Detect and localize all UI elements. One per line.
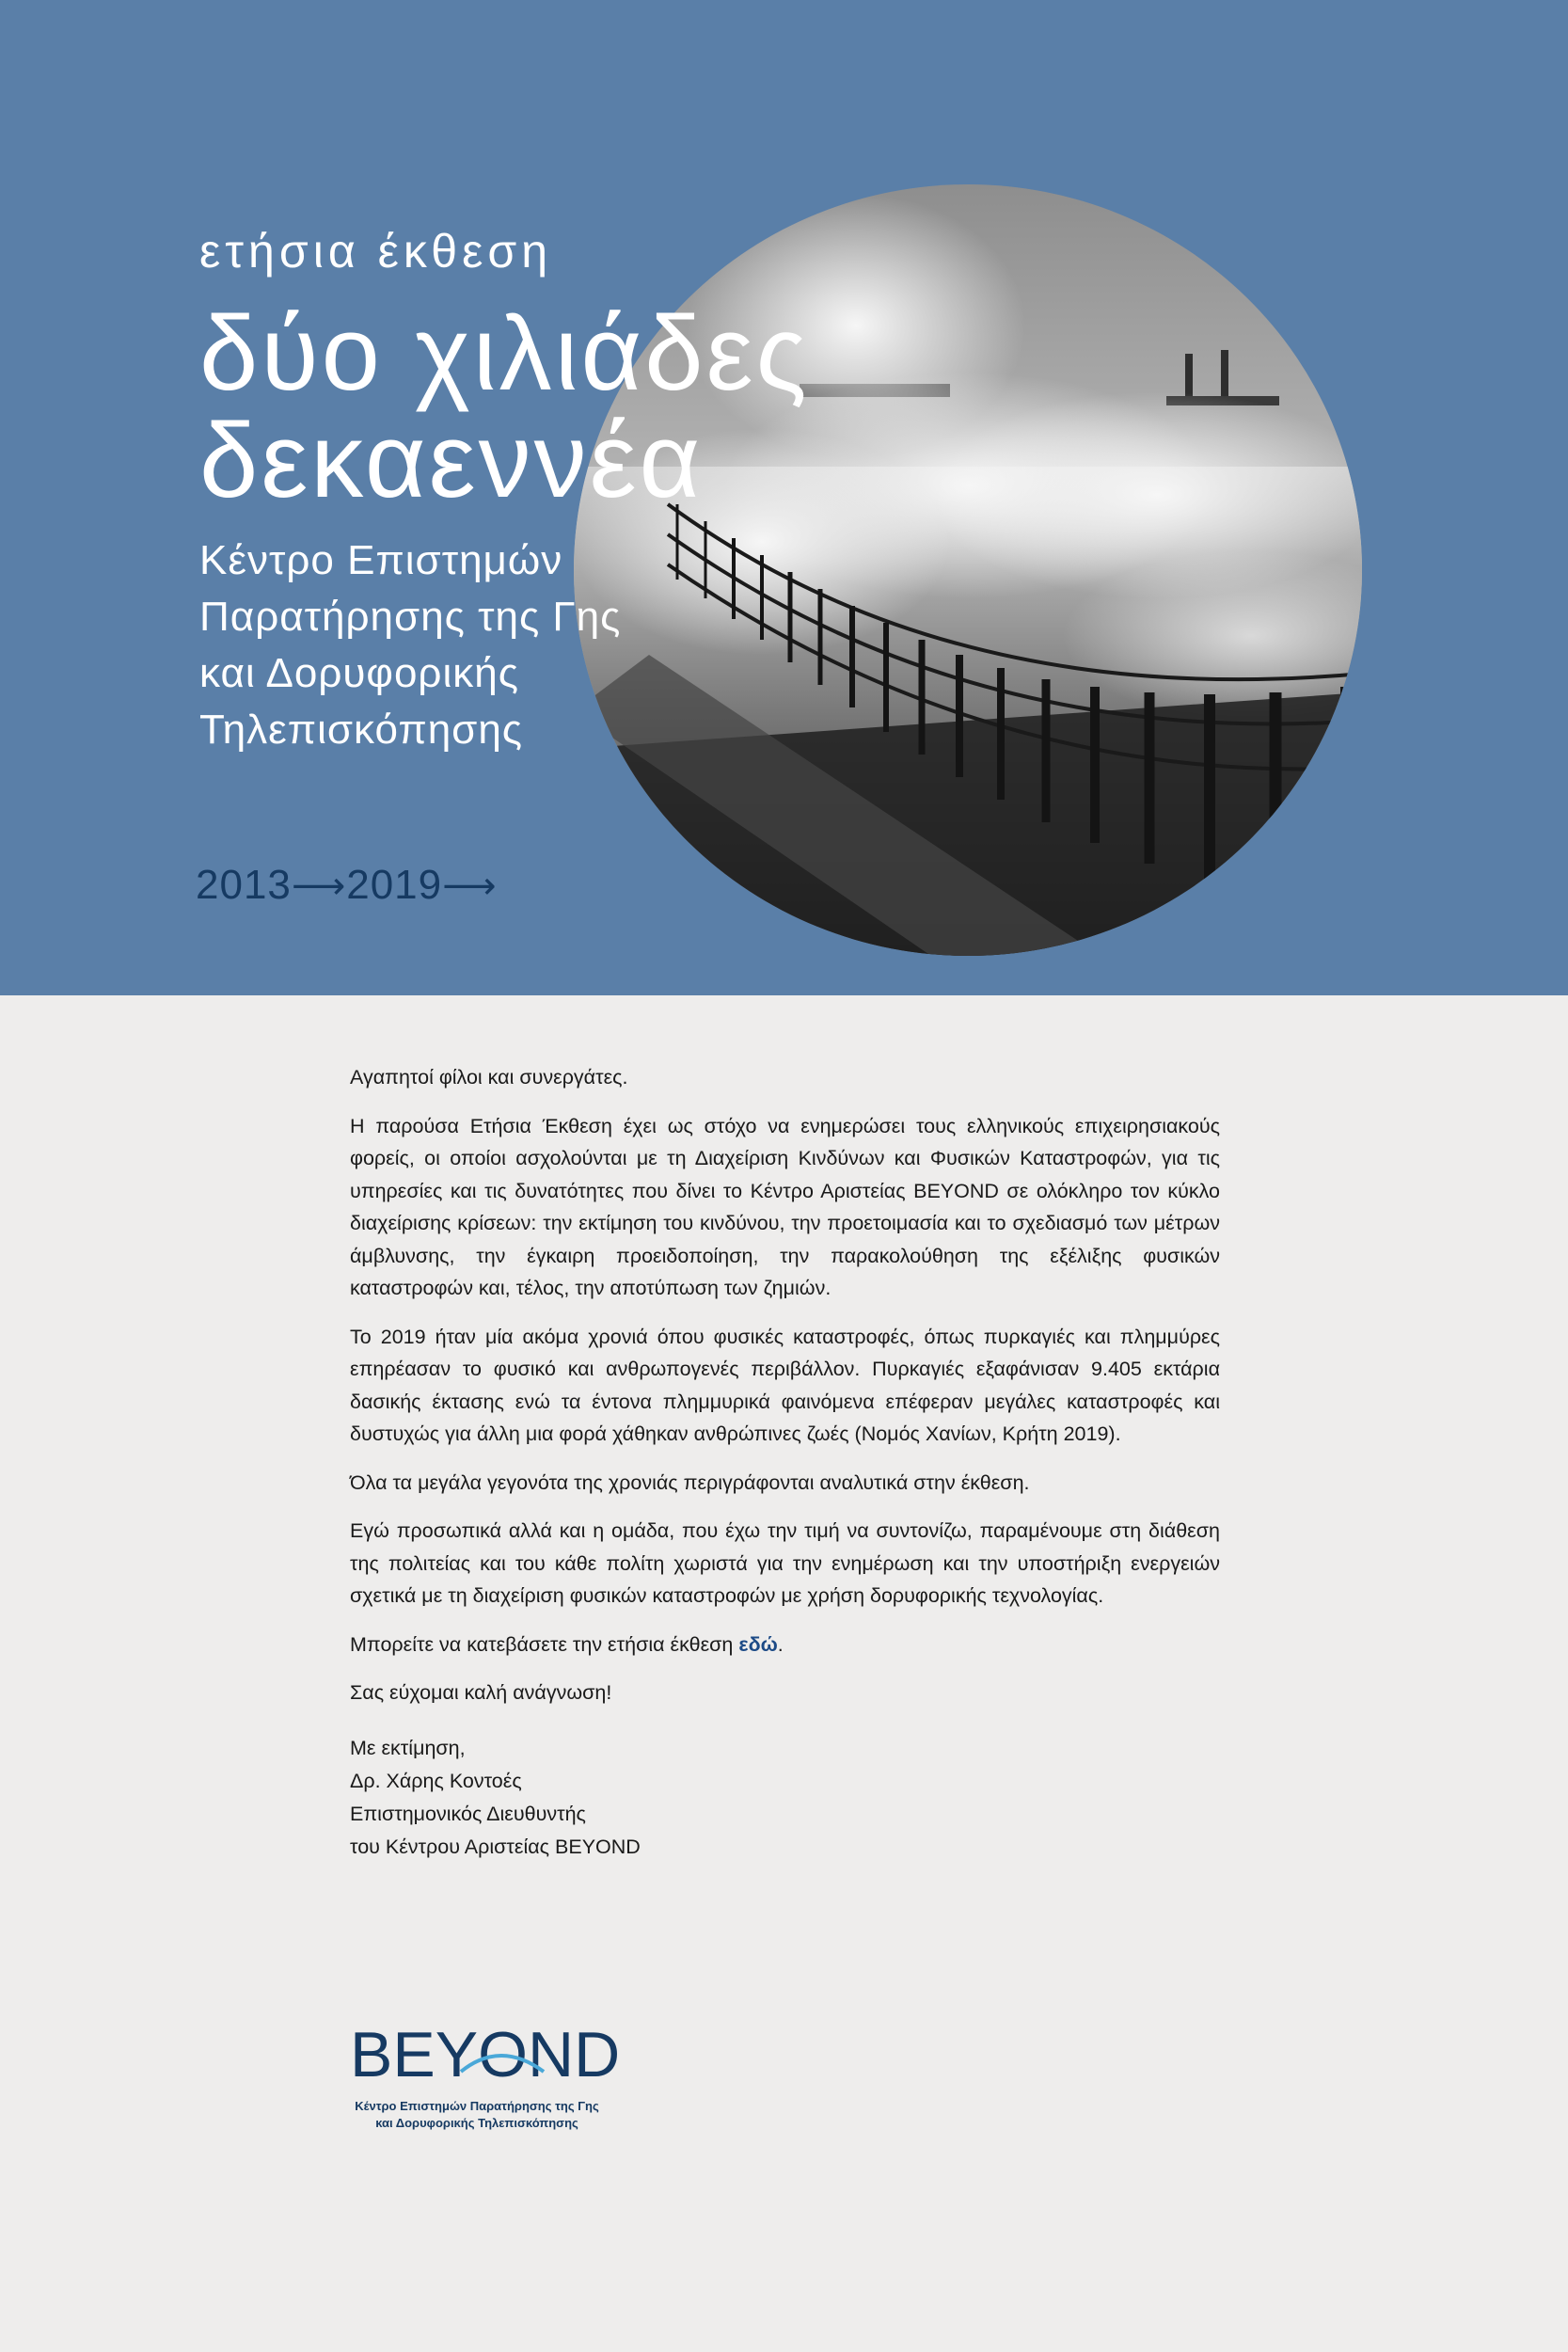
letter-paragraph: Εγώ προσωπικά αλλά και η ομάδα, που έχω την τιμή να συντονίζω, παραμένουμε στη διάθεση της πολιτείας και του κάθε πολίτη χωριστά για την ενημέρωση και την υποστήριξη ενεργειών σχετικά με τη διαχείριση φυσικών καταστροφών με χρήση δορυφορικής τεχνολογίας.: [350, 1519, 1220, 1607]
signoff-line: Δρ. Χάρης Κοντοές: [350, 1769, 522, 1792]
report-title-line1: δύο χιλιάδες: [199, 294, 810, 412]
download-link[interactable]: εδώ: [738, 1632, 778, 1656]
center-name-line: Κέντρο Επιστημών: [199, 537, 563, 583]
logo-arc-icon: [350, 2023, 613, 2089]
letter-body: [350, 1061, 1220, 1864]
letter-paragraph: Όλα τα μεγάλα γεγονότα της χρονιάς περιγράφονται αναλυτικά στην έκθεση.: [350, 1470, 1030, 1494]
signoff-line: του Κέντρου Αριστείας BEYOND: [350, 1835, 641, 1858]
logo-subtitle: [350, 2098, 604, 2132]
download-line: [350, 1629, 1220, 1661]
letter-paragraph: Το 2019 ήταν μία ακόμα χρονιά όπου φυσικές καταστροφές, όπως πυρκαγιές και πλημμύρες επηρέασαν το φυσικό και ανθρωπογενές περιβάλλον. Πυρκαγιές εξαφάνισαν 9.405 εκτάρια δασικής έκτασης ενώ τα έντονα πλημμυρικά φαινόμενα επέφεραν μεγάλες καταστροφές και δυστυχώς για άλλη μια φορά χάθηκαν ανθρώπινες ζωές (Νομός Χανίων, Κρήτη 2019).: [350, 1325, 1220, 1445]
report-title-line2: δεκαεννέα: [199, 402, 704, 519]
logo-subtitle-line: Κέντρο Επιστημών Παρατήρησης της Γης: [355, 2099, 599, 2113]
logo-wordmark-text: BEYOND: [350, 2019, 621, 2090]
center-name-line: Παρατήρησης της Γης: [199, 594, 622, 640]
beyond-logo: [350, 2019, 621, 2132]
download-text: Μπορείτε να κατεβάσετε την ετήσια έκθεση: [350, 1632, 739, 1656]
center-name-line: και Δορυφορικής: [199, 650, 519, 696]
download-end: .: [777, 1632, 784, 1656]
wishes: Σας εύχομαι καλή ανάγνωση!: [350, 1681, 612, 1704]
year-start: 2013: [196, 862, 292, 908]
hero-banner: [0, 0, 1568, 995]
arrow-right-icon: ⟶: [291, 866, 347, 907]
year-end: 2019: [346, 862, 443, 908]
signoff: [350, 1732, 1220, 1864]
logo-wordmark: [350, 2019, 621, 2090]
letter-paragraph: Η παρούσα Ετήσια Έκθεση έχει ως στόχο να ενημερώσει τους ελληνικούς επιχειρησιακούς φορείς, οι οποίοι ασχολούνται με τη Διαχείριση Κινδύνων και Φυσικών Καταστροφών, για τις υπηρεσίες και τις δυνατότητες που δίνει το Κέντρο Αριστείας BEYOND σε ολόκληρο τον κύκλο διαχείρισης κρίσεων: την εκτίμηση του κινδύνου, την προετοιμασία και το σχεδιασμό των μέτρων άμβλυνσης, την έγκαιρη προειδοποίηση, την παρακολούθηση της εξέλιξης φυσικών καταστροφών και, τέλος, την αποτύπωση των ζημιών.: [350, 1114, 1220, 1299]
logo-subtitle-line: και Δορυφορικής Τηλεπισκόπησης: [375, 2116, 578, 2130]
center-name: [199, 532, 621, 758]
salutation: Αγαπητοί φίλοι και συνεργάτες.: [350, 1066, 628, 1089]
report-kicker: ετήσια έκθεση: [199, 225, 553, 278]
center-name-line: Τηλεπισκόπησης: [199, 707, 523, 753]
signoff-line: Επιστημονικός Διευθυντής: [350, 1802, 586, 1825]
year-range: [196, 862, 497, 909]
arrow-right-icon: ⟶: [442, 866, 498, 907]
signoff-line: Με εκτίμηση,: [350, 1736, 466, 1759]
